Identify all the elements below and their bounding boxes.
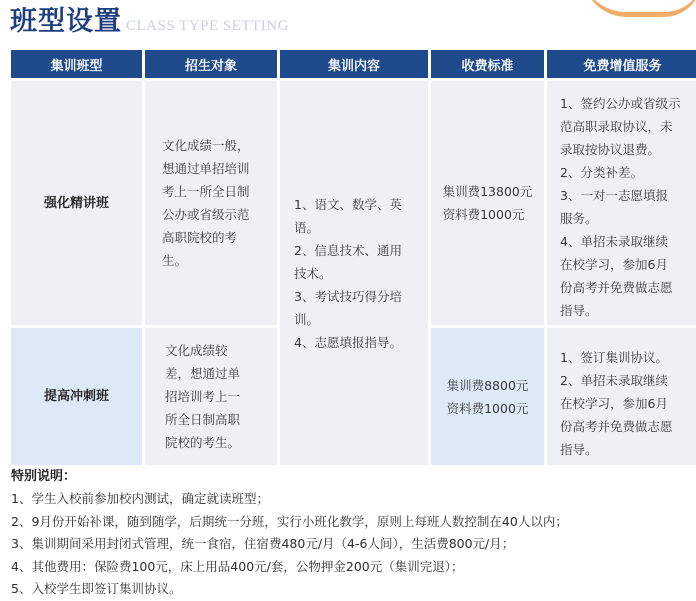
- table-header-fee: 收费标准: [431, 50, 544, 78]
- page-title-english: CLASS TYPE SETTING: [126, 18, 289, 34]
- page-title: 班型设置: [10, 6, 122, 37]
- notes-item: 5、入校学生即签订集训协议。: [11, 581, 182, 596]
- class-name-cell: [11, 81, 142, 325]
- target-cell: [145, 328, 277, 465]
- class-name-cell: [11, 328, 142, 465]
- notes-item: 4、其他费用：保险费100元，床上用品400元/套，公物押金200元（集训完退）；: [11, 558, 464, 574]
- class-type-table: [11, 50, 692, 463]
- fee-cell: [431, 328, 544, 465]
- service-cell: [547, 81, 696, 325]
- service-cell: [547, 328, 696, 465]
- class-name: 提高冲刺班: [43, 389, 109, 404]
- table-header-content: 集训内容: [280, 50, 428, 78]
- notes-item: 3、集训期间采用封闭式管理，统一食宿，住宿费480元/月（4-6人间），生活费800元/月；: [11, 536, 515, 551]
- content-cell: [280, 81, 428, 465]
- notes-title: 特别说明：: [11, 469, 77, 484]
- table-header-target: 招生对象: [145, 50, 277, 78]
- table-header-service: 免费增值服务: [547, 50, 696, 78]
- special-notes: [11, 466, 691, 601]
- target-text: 文化成绩一般， 想通过单招培训 考上一所全日制 公办或省级示范 高职院校的考 生。: [162, 138, 250, 268]
- notes-item: 2、9月份开始补课，随到随学，后期统一分班，实行小班化教学，原则上每班人数控制在40人以内；: [11, 513, 568, 529]
- service-text: 1、签订集训协议。 2、单招未录取继续 在校学习，参加6月 份高考并免费做志愿 指导。: [560, 350, 673, 457]
- target-cell: [145, 81, 277, 325]
- fee-cell: [431, 81, 544, 325]
- notes-item: 1、学生入校前参加校内测试，确定就读班型；: [11, 491, 269, 506]
- section-header: [10, 2, 289, 38]
- content-text: 1、语文、数学、英 语。 2、信息技术、通用 技术。 3、考试技巧得分培 训。 4、志愿填报指导。: [294, 196, 402, 350]
- class-name: 强化精讲班: [43, 195, 109, 211]
- fee-text: 集训费13800元 资料费1000元: [442, 184, 533, 222]
- service-text: 1、签约公办或省级示 范高职录取协议，未 录取按协议退费。 2、分类补差。 3、一对一志愿填报 服务。 4、单招未录取继续 在校学习，参加6月 份高考并免费做志愿 指导。: [560, 96, 681, 318]
- target-text: 文化成绩较 差，想通过单 招培训考上一 所全日制高职 院校的考生。: [165, 343, 241, 450]
- fee-text: 集训费8800元 资料费1000元: [446, 377, 529, 416]
- table-header-class-type: 集训班型: [11, 50, 142, 78]
- decorative-swoosh: [582, 0, 696, 17]
